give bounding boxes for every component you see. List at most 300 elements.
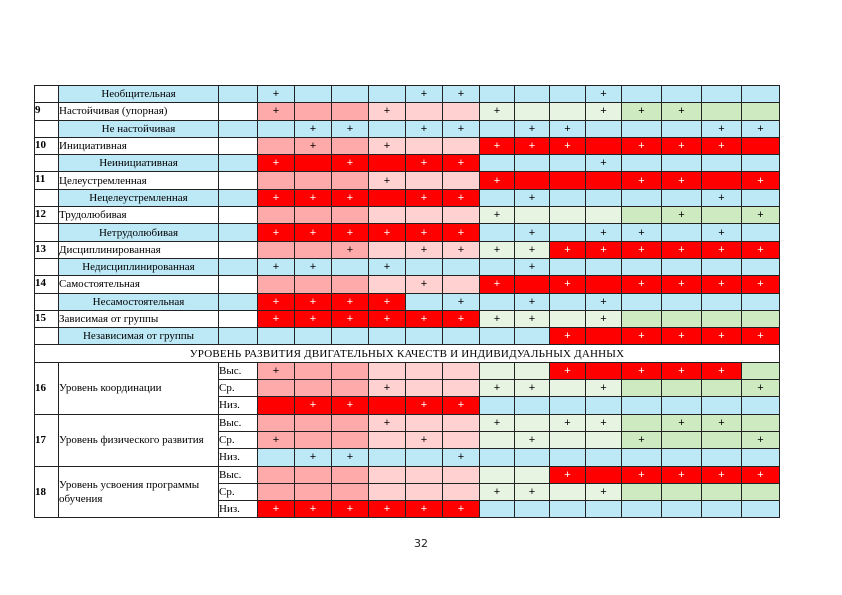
grid-cell: + — [258, 224, 295, 241]
table-row — [35, 172, 780, 189]
level-label — [219, 258, 258, 275]
level-label — [219, 310, 258, 327]
level-label — [219, 120, 258, 137]
grid-cell: + — [515, 224, 550, 241]
grid-cell — [702, 431, 742, 448]
grid-cell: + — [662, 466, 702, 483]
grid-cell — [332, 207, 369, 224]
grid-cell — [702, 103, 742, 120]
grid-cell: + — [622, 224, 662, 241]
grid-cell — [742, 362, 780, 379]
grid-cell: + — [480, 207, 515, 224]
grid-cell — [258, 207, 295, 224]
row-number — [35, 258, 59, 275]
grid-cell — [406, 449, 443, 466]
section-title: УРОВЕНЬ РАЗВИТИЯ ДВИГАТЕЛЬНЫХ КАЧЕСТВ И ИНДИВИДУАЛЬНЫХ ДАННЫХ — [35, 345, 780, 362]
grid-cell — [369, 207, 406, 224]
grid-cell — [443, 207, 480, 224]
grid-cell: + — [550, 120, 586, 137]
grid-cell: + — [369, 310, 406, 327]
grid-cell — [702, 501, 742, 518]
grid-cell — [258, 449, 295, 466]
grid-cell: + — [742, 431, 780, 448]
grid-cell — [369, 466, 406, 483]
quality-label: Нецелеустремленная — [59, 189, 219, 206]
grid-cell — [586, 276, 622, 293]
grid-cell — [702, 86, 742, 103]
qualities-table — [34, 85, 780, 518]
grid-cell — [332, 431, 369, 448]
grid-cell: + — [622, 103, 662, 120]
grid-cell: + — [369, 501, 406, 518]
grid-cell: + — [258, 362, 295, 379]
table-body — [35, 86, 780, 518]
grid-cell — [702, 258, 742, 275]
grid-cell: + — [406, 189, 443, 206]
grid-cell: + — [702, 414, 742, 431]
grid-cell — [406, 414, 443, 431]
grid-cell: + — [662, 103, 702, 120]
grid-cell — [702, 380, 742, 397]
grid-cell — [622, 483, 662, 500]
grid-cell — [443, 172, 480, 189]
grid-cell — [332, 276, 369, 293]
grid-cell — [515, 328, 550, 345]
grid-cell — [406, 137, 443, 154]
grid-cell: + — [295, 137, 332, 154]
grid-cell: + — [550, 362, 586, 379]
level-label — [219, 172, 258, 189]
grid-cell: + — [550, 414, 586, 431]
quality-label: Нетрудолюбивая — [59, 224, 219, 241]
grid-cell: + — [550, 466, 586, 483]
table-row — [35, 86, 780, 103]
quality-label: Трудолюбивая — [59, 207, 219, 224]
quality-label: Настойчивая (упорная) — [59, 103, 219, 120]
grid-cell: + — [480, 483, 515, 500]
grid-cell — [550, 449, 586, 466]
grid-cell: + — [258, 189, 295, 206]
grid-cell — [406, 293, 443, 310]
table-row — [35, 189, 780, 206]
table-row — [35, 362, 780, 379]
grid-cell — [662, 449, 702, 466]
grid-cell — [622, 189, 662, 206]
grid-cell — [332, 483, 369, 500]
grid-cell — [662, 86, 702, 103]
grid-cell: + — [332, 241, 369, 258]
grid-cell — [742, 103, 780, 120]
grid-cell: + — [550, 328, 586, 345]
grid-cell: + — [332, 189, 369, 206]
grid-cell: + — [369, 224, 406, 241]
grid-cell: + — [295, 449, 332, 466]
grid-cell — [295, 380, 332, 397]
grid-cell — [258, 172, 295, 189]
grid-cell: + — [295, 293, 332, 310]
row-number: 17 — [35, 414, 59, 466]
grid-cell — [515, 414, 550, 431]
grid-cell: + — [295, 120, 332, 137]
grid-cell — [586, 172, 622, 189]
grid-cell — [662, 431, 702, 448]
grid-cell — [586, 501, 622, 518]
grid-cell: + — [443, 293, 480, 310]
grid-cell: + — [586, 380, 622, 397]
grid-cell — [369, 120, 406, 137]
grid-cell — [515, 276, 550, 293]
grid-cell: + — [515, 483, 550, 500]
row-number — [35, 120, 59, 137]
grid-cell — [480, 397, 515, 414]
grid-cell — [332, 328, 369, 345]
grid-cell — [586, 397, 622, 414]
grid-cell: + — [702, 276, 742, 293]
grid-cell — [443, 258, 480, 275]
grid-cell: + — [662, 241, 702, 258]
level-label — [219, 293, 258, 310]
grid-cell — [332, 86, 369, 103]
row-number: 9 — [35, 103, 59, 120]
grid-cell — [550, 86, 586, 103]
grid-cell — [702, 207, 742, 224]
grid-cell: + — [406, 155, 443, 172]
row-number — [35, 86, 59, 103]
grid-cell: + — [406, 397, 443, 414]
level-label: Ср. — [219, 431, 258, 448]
grid-cell: + — [586, 86, 622, 103]
grid-cell: + — [443, 155, 480, 172]
grid-cell — [586, 449, 622, 466]
grid-cell — [550, 189, 586, 206]
grid-cell — [258, 137, 295, 154]
grid-cell — [258, 276, 295, 293]
grid-cell — [480, 120, 515, 137]
table-row — [35, 224, 780, 241]
grid-cell: + — [480, 172, 515, 189]
grid-cell: + — [622, 362, 662, 379]
grid-cell: + — [480, 310, 515, 327]
grid-cell: + — [662, 362, 702, 379]
grid-cell — [662, 258, 702, 275]
grid-cell — [406, 258, 443, 275]
grid-cell — [369, 397, 406, 414]
grid-cell — [622, 414, 662, 431]
grid-cell — [662, 310, 702, 327]
grid-cell — [550, 483, 586, 500]
grid-cell — [550, 310, 586, 327]
grid-cell — [550, 431, 586, 448]
grid-cell — [742, 137, 780, 154]
grid-cell — [662, 189, 702, 206]
grid-cell — [742, 155, 780, 172]
grid-cell — [550, 172, 586, 189]
grid-cell: + — [369, 380, 406, 397]
grid-cell: + — [742, 328, 780, 345]
grid-cell — [332, 414, 369, 431]
grid-cell — [369, 241, 406, 258]
grid-cell — [742, 501, 780, 518]
grid-cell: + — [702, 137, 742, 154]
grid-cell — [662, 397, 702, 414]
grid-cell: + — [702, 224, 742, 241]
grid-cell: + — [258, 258, 295, 275]
table-row — [35, 241, 780, 258]
grid-cell — [586, 258, 622, 275]
grid-cell — [742, 293, 780, 310]
level-label: Выс. — [219, 362, 258, 379]
grid-cell — [586, 137, 622, 154]
row-number: 13 — [35, 241, 59, 258]
row-number: 10 — [35, 137, 59, 154]
grid-cell — [443, 276, 480, 293]
grid-cell — [332, 258, 369, 275]
level-label: Выс. — [219, 414, 258, 431]
grid-cell — [515, 362, 550, 379]
grid-cell: + — [702, 241, 742, 258]
grid-cell — [480, 449, 515, 466]
grid-cell — [480, 189, 515, 206]
grid-cell — [295, 207, 332, 224]
indicator-label: Уровень усвоения программы обучения — [59, 466, 219, 518]
grid-cell — [332, 380, 369, 397]
level-label — [219, 86, 258, 103]
table-row — [35, 276, 780, 293]
grid-cell: + — [443, 397, 480, 414]
grid-cell — [515, 155, 550, 172]
grid-cell — [480, 431, 515, 448]
grid-cell — [295, 172, 332, 189]
row-number: 11 — [35, 172, 59, 189]
grid-cell — [443, 431, 480, 448]
grid-cell — [586, 328, 622, 345]
grid-cell: + — [586, 483, 622, 500]
grid-cell: + — [622, 241, 662, 258]
table-row — [35, 155, 780, 172]
grid-cell — [662, 483, 702, 500]
grid-cell — [622, 501, 662, 518]
grid-cell: + — [515, 431, 550, 448]
grid-cell — [550, 103, 586, 120]
grid-cell: + — [702, 120, 742, 137]
grid-cell — [295, 362, 332, 379]
grid-cell: + — [586, 103, 622, 120]
grid-cell: + — [258, 310, 295, 327]
table-row — [35, 120, 780, 137]
grid-cell — [443, 414, 480, 431]
level-label — [219, 189, 258, 206]
grid-cell: + — [515, 137, 550, 154]
grid-cell — [443, 103, 480, 120]
grid-cell — [332, 137, 369, 154]
grid-cell: + — [586, 310, 622, 327]
section-row — [35, 345, 780, 362]
grid-cell — [406, 172, 443, 189]
grid-cell — [742, 310, 780, 327]
grid-cell: + — [515, 380, 550, 397]
grid-cell — [702, 310, 742, 327]
grid-cell: + — [443, 120, 480, 137]
grid-cell — [480, 155, 515, 172]
grid-cell: + — [332, 501, 369, 518]
quality-label: Необщительная — [59, 86, 219, 103]
grid-cell: + — [443, 189, 480, 206]
grid-cell — [702, 397, 742, 414]
grid-cell — [550, 224, 586, 241]
grid-cell — [662, 155, 702, 172]
table-row — [35, 414, 780, 431]
grid-cell — [622, 449, 662, 466]
grid-cell — [258, 483, 295, 500]
grid-cell — [662, 380, 702, 397]
grid-cell: + — [332, 293, 369, 310]
quality-label: Независимая от группы — [59, 328, 219, 345]
grid-cell — [586, 431, 622, 448]
grid-cell: + — [295, 310, 332, 327]
grid-cell — [742, 414, 780, 431]
grid-cell — [515, 172, 550, 189]
grid-cell: + — [369, 258, 406, 275]
grid-cell: + — [258, 103, 295, 120]
grid-cell — [702, 483, 742, 500]
table-row — [35, 293, 780, 310]
grid-cell — [332, 172, 369, 189]
quality-label: Инициативная — [59, 137, 219, 154]
grid-cell: + — [586, 224, 622, 241]
row-number: 16 — [35, 362, 59, 414]
quality-label: Самостоятельная — [59, 276, 219, 293]
grid-cell — [480, 466, 515, 483]
row-number: 14 — [35, 276, 59, 293]
grid-cell — [742, 449, 780, 466]
grid-cell — [369, 328, 406, 345]
quality-label: Несамостоятельная — [59, 293, 219, 310]
grid-cell — [295, 103, 332, 120]
grid-cell — [550, 501, 586, 518]
grid-cell: + — [480, 103, 515, 120]
grid-cell — [406, 103, 443, 120]
grid-cell — [443, 483, 480, 500]
grid-cell: + — [586, 155, 622, 172]
grid-cell — [295, 328, 332, 345]
grid-cell — [515, 207, 550, 224]
grid-cell — [702, 449, 742, 466]
grid-cell — [369, 155, 406, 172]
grid-cell: + — [742, 207, 780, 224]
grid-cell — [662, 224, 702, 241]
grid-cell: + — [702, 328, 742, 345]
grid-cell: + — [742, 120, 780, 137]
grid-cell — [295, 155, 332, 172]
grid-cell — [550, 207, 586, 224]
level-label — [219, 103, 258, 120]
grid-cell: + — [258, 155, 295, 172]
grid-cell: + — [295, 224, 332, 241]
level-label: Низ. — [219, 449, 258, 466]
grid-cell — [480, 501, 515, 518]
quality-label: Недисциплинированная — [59, 258, 219, 275]
level-label — [219, 137, 258, 154]
grid-cell — [702, 293, 742, 310]
grid-cell: + — [406, 310, 443, 327]
grid-cell — [515, 466, 550, 483]
quality-label: Целеустремленная — [59, 172, 219, 189]
level-label — [219, 241, 258, 258]
table-row — [35, 328, 780, 345]
grid-cell — [515, 501, 550, 518]
grid-cell: + — [258, 431, 295, 448]
grid-cell: + — [406, 120, 443, 137]
grid-cell: + — [742, 172, 780, 189]
grid-cell: + — [702, 362, 742, 379]
grid-cell: + — [406, 431, 443, 448]
grid-cell — [480, 86, 515, 103]
grid-cell — [258, 120, 295, 137]
grid-cell — [369, 483, 406, 500]
grid-cell: + — [295, 189, 332, 206]
grid-cell: + — [332, 310, 369, 327]
grid-cell — [586, 466, 622, 483]
page-number: 32 — [414, 537, 428, 550]
grid-cell — [702, 172, 742, 189]
grid-cell — [586, 120, 622, 137]
grid-cell: + — [742, 276, 780, 293]
row-number — [35, 189, 59, 206]
grid-cell: + — [369, 172, 406, 189]
grid-cell — [480, 258, 515, 275]
grid-cell: + — [332, 120, 369, 137]
grid-cell — [332, 103, 369, 120]
grid-cell: + — [515, 120, 550, 137]
grid-cell: + — [332, 449, 369, 466]
grid-cell: + — [662, 137, 702, 154]
grid-cell — [622, 86, 662, 103]
grid-cell: + — [332, 155, 369, 172]
grid-cell — [742, 483, 780, 500]
grid-cell: + — [480, 380, 515, 397]
grid-cell — [742, 397, 780, 414]
quality-label: Дисциплинированная — [59, 241, 219, 258]
row-number: 18 — [35, 466, 59, 518]
grid-cell: + — [332, 397, 369, 414]
grid-cell: + — [515, 310, 550, 327]
quality-label: Зависимая от группы — [59, 310, 219, 327]
table-row — [35, 103, 780, 120]
grid-cell — [258, 328, 295, 345]
grid-cell: + — [586, 414, 622, 431]
grid-cell — [295, 86, 332, 103]
grid-cell — [369, 431, 406, 448]
grid-cell — [515, 86, 550, 103]
grid-cell — [480, 328, 515, 345]
grid-cell — [443, 466, 480, 483]
grid-cell: + — [443, 224, 480, 241]
grid-cell — [586, 362, 622, 379]
grid-cell: + — [662, 207, 702, 224]
grid-cell — [622, 155, 662, 172]
grid-cell — [702, 155, 742, 172]
level-label — [219, 328, 258, 345]
grid-cell — [258, 241, 295, 258]
grid-cell — [332, 362, 369, 379]
grid-cell — [406, 483, 443, 500]
grid-cell — [443, 137, 480, 154]
grid-cell — [622, 207, 662, 224]
grid-cell: + — [480, 241, 515, 258]
level-label — [219, 155, 258, 172]
grid-cell: + — [480, 414, 515, 431]
grid-cell: + — [443, 86, 480, 103]
